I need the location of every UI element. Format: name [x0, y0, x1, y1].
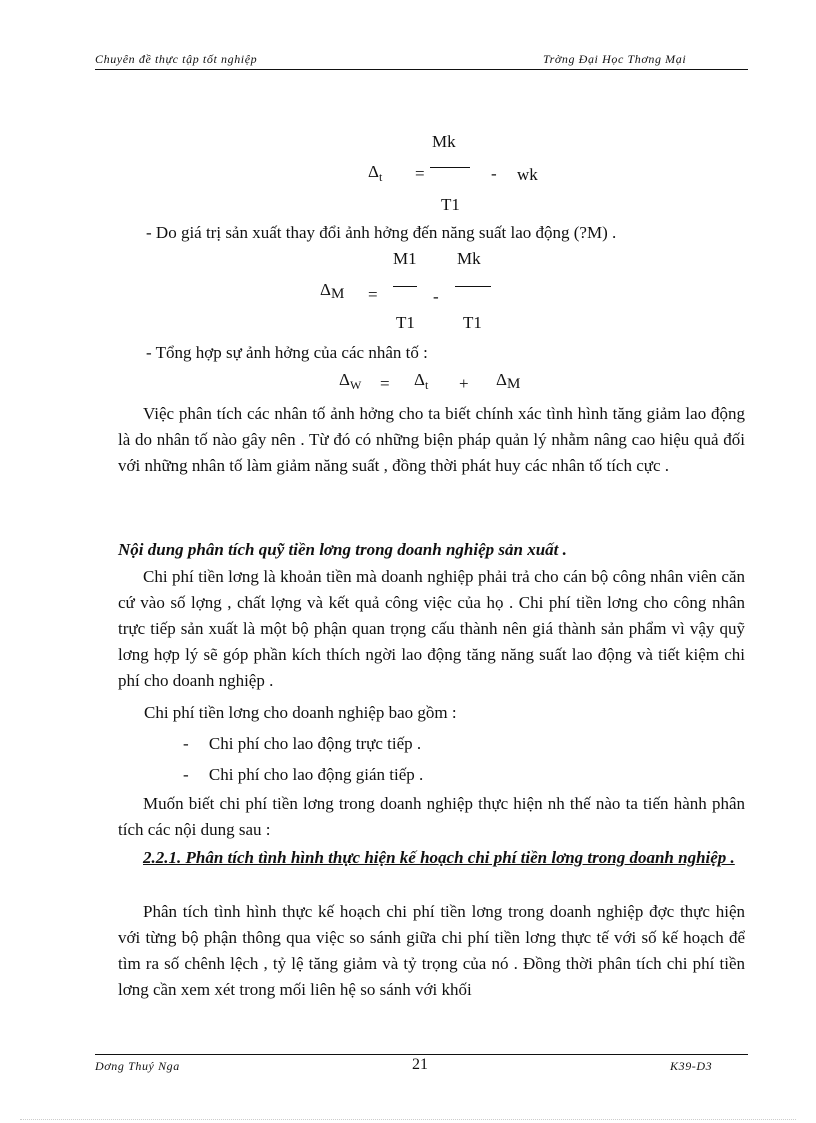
formula2-den1: T1	[396, 313, 415, 332]
bullet-marker: -	[183, 734, 189, 753]
delta-symbol: Δ	[368, 162, 379, 181]
formula3-plus: +	[459, 374, 469, 393]
formula2-minus: -	[433, 287, 439, 306]
paragraph-text: Việc phân tích các nhân tố ảnh hởng cho ta biết chính xác tình hình tăng giảm lao động là do nhân tố nào gây nên . Từ đó có những biện pháp quản lý nhằm nâng cao hiệu quả đối với những nhân tố làm giảm năng suất , đồng thời phát huy các nhân tố tích cực .	[118, 404, 745, 475]
formula3-term3	[496, 370, 520, 390]
delta-subscript: t	[378, 170, 383, 184]
formula2-equals: =	[368, 285, 378, 304]
text-line-tong-hop: - Tổng hợp sự ảnh hởng của các nhân tố :	[146, 343, 428, 362]
formula3-term1	[339, 370, 361, 390]
footer-rule	[95, 1054, 748, 1055]
formula1-equals: =	[415, 164, 425, 183]
delta-symbol: Δ	[320, 280, 331, 299]
bullet-text: Chi phí cho lao động trực tiếp .	[208, 734, 422, 753]
formula1-numerator: Mk	[432, 132, 456, 151]
delta-symbol: Δ	[414, 370, 425, 389]
formula2-lhs	[320, 280, 344, 300]
bullet-marker: -	[183, 765, 189, 784]
paragraph-text: Chi phí tiền lơng là khoản tiền mà doanh nghiệp phải trả cho cán bộ công nhân viên căn cứ vào số lợng , chất lợng và kết quả công việc của họ . Chi phí tiền lơng cho công nhân trực tiếp sản xuất là một bộ phận quan trọng cấu thành nên giá thành sản phẩm vì vậy quỹ lơng hợp lý sẽ góp phần kích thích ngời lao động tăng năng suất lao động và tiết kiệm chi phí cho doanh nghiệp .	[118, 567, 745, 690]
footer-class: K39-D3	[670, 1059, 713, 1073]
subsection-heading: 2.2.1. Phân tích tình hình thực hiện kế hoạch chi phí tiền lơng trong doanh nghiệp .	[143, 848, 735, 867]
section-heading: Nội dung phân tích quỹ tiền lơng trong doanh nghiệp sản xuất .	[118, 540, 567, 559]
formula2-den2: T1	[463, 313, 482, 332]
text-line-bao-gom: Chi phí tiền lơng cho doanh nghiệp bao gồm :	[144, 703, 457, 722]
formula2-fraction-bar-1	[393, 286, 417, 287]
formula1-rhs: wk	[517, 165, 538, 184]
paragraph-text: Muốn biết chi phí tiền lơng trong doanh nghiệp thực hiện nh thế nào ta tiến hành phân tích các nội dung sau :	[118, 794, 745, 839]
delta-symbol: Δ	[496, 370, 507, 389]
page-bottom-dotted-edge	[20, 1119, 796, 1120]
formula2-fraction-bar-2	[455, 286, 491, 287]
delta-symbol: Δ	[339, 370, 350, 389]
delta-subscript: M	[506, 376, 521, 392]
bullet-item	[183, 731, 421, 757]
paragraph-plan-analysis	[118, 899, 745, 1003]
header-rule	[95, 69, 748, 70]
formula3-equals: =	[380, 374, 390, 393]
text-line-do-gia-tri: - Do giá trị sản xuất thay đổi ảnh hởng đến năng suất lao động (?M) .	[146, 223, 617, 242]
header-right: Trờng Đại Học Thơng Mại	[543, 52, 687, 66]
formula1-minus: -	[491, 164, 497, 183]
bullet-text: Chi phí cho lao động gián tiếp .	[208, 765, 424, 784]
header-left: Chuyên đề thực tập tốt nghiệp	[95, 52, 258, 66]
paragraph-factor-analysis	[118, 401, 745, 479]
bullet-item	[183, 762, 423, 788]
paragraph-text: Phân tích tình hình thực kế hoạch chi phí tiền lơng trong doanh nghiệp đợc thực hiện với từng bộ phận thông qua việc so sánh giữa chi phí tiền lơng thực tế với số kế hoạch để tìm ra số chênh lệch , tỷ lệ tăng giảm và tỷ trọng của nó . Đồng thời phân tích chi phí tiền lơng cần xem xét trong mối liên hệ so sánh với khối	[118, 902, 745, 999]
formula2-num2: Mk	[457, 249, 481, 268]
page-number: 21	[412, 1056, 428, 1073]
delta-subscript: t	[424, 378, 429, 392]
formula1-fraction-bar	[430, 167, 470, 168]
formula1-lhs	[368, 162, 382, 182]
footer-author: Dơng Thuý Nga	[95, 1059, 180, 1073]
formula2-num1: M1	[393, 249, 417, 268]
formula3-term2	[414, 370, 428, 390]
paragraph-wage-cost	[118, 564, 745, 694]
delta-subscript: W	[349, 378, 362, 392]
formula1-denominator: T1	[441, 195, 460, 214]
paragraph-intro-analysis	[118, 791, 745, 843]
delta-subscript: M	[330, 286, 345, 302]
